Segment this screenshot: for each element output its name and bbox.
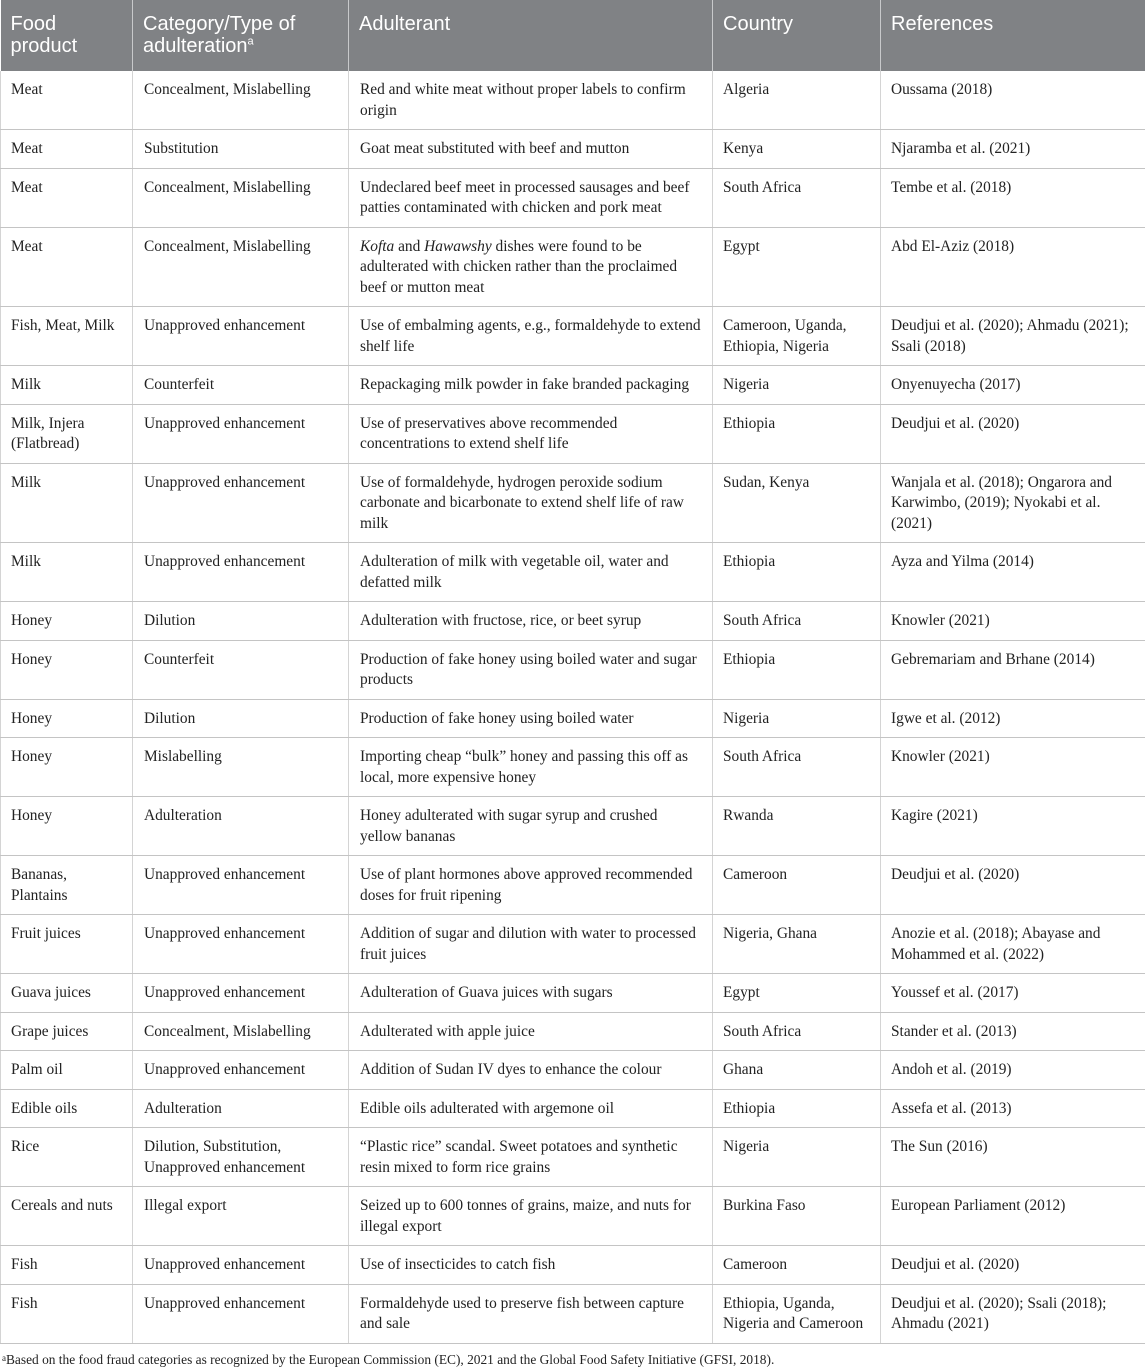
table-row [1,856,1145,915]
cell-adulterant: Goat meat substituted with beef and mutton [349,130,713,169]
cell-references: Igwe et al. (2012) [881,699,1145,738]
cell-food-product: Honey [1,738,133,797]
cell-adulterant: Honey adulterated with sugar syrup and crushed yellow bananas [349,797,713,856]
cell-category: Dilution [133,699,349,738]
cell-food-product: Meat [1,227,133,307]
table-row [1,366,1145,405]
cell-category: Adulteration [133,1089,349,1128]
cell-food-product: Fruit juices [1,915,133,974]
cell-adulterant: Production of fake honey using boiled water [349,699,713,738]
cell-adulterant: “Plastic rice” scandal. Sweet potatoes and synthetic resin mixed to form rice grains [349,1128,713,1187]
cell-country: Ethiopia, Uganda, Nigeria and Cameroon [713,1284,881,1343]
cell-references: Ayza and Yilma (2014) [881,543,1145,602]
cell-food-product: Grape juices [1,1012,133,1051]
cell-category: Unapproved enhancement [133,974,349,1013]
cell-food-product: Meat [1,168,133,227]
cell-references: Assefa et al. (2013) [881,1089,1145,1128]
footnote-text: Based on the food fraud categories as recognized by the European Commission (EC), 2021 and the Global Food Safety Initiative (GFSI, 2018). [6,1352,775,1367]
cell-category: Unapproved enhancement [133,543,349,602]
cell-category: Unapproved enhancement [133,856,349,915]
header-row [1,0,1145,71]
cell-food-product: Fish [1,1246,133,1285]
cell-country: South Africa [713,602,881,641]
cell-country: Ethiopia [713,1089,881,1128]
cell-country: Algeria [713,71,881,130]
table-row [1,1012,1145,1051]
cell-adulterant: Adulteration of Guava juices with sugars [349,974,713,1013]
cell-food-product: Milk, Injera (Flatbread) [1,404,133,463]
cell-country: Nigeria [713,699,881,738]
table-footnote [2,1352,774,1368]
cell-references: Knowler (2021) [881,602,1145,641]
cell-references: Gebremariam and Brhane (2014) [881,640,1145,699]
cell-adulterant: Adulteration of milk with vegetable oil, water and defatted milk [349,543,713,602]
cell-category: Concealment, Mislabelling [133,227,349,307]
cell-category: Counterfeit [133,640,349,699]
cell-country: South Africa [713,738,881,797]
cell-references: Njaramba et al. (2021) [881,130,1145,169]
cell-references: The Sun (2016) [881,1128,1145,1187]
cell-country: Cameroon [713,1246,881,1285]
cell-references: Onyenuyecha (2017) [881,366,1145,405]
cell-references: European Parliament (2012) [881,1187,1145,1246]
cell-adulterant: Edible oils adulterated with argemone oil [349,1089,713,1128]
header-category-label: Category/Type of adulteration [143,13,296,57]
cell-country: Ghana [713,1051,881,1090]
table-row [1,71,1145,130]
cell-country: Ethiopia [713,640,881,699]
cell-category: Unapproved enhancement [133,307,349,366]
table-row [1,1051,1145,1090]
cell-food-product: Meat [1,71,133,130]
cell-food-product: Fish [1,1284,133,1343]
cell-references: Wanjala et al. (2018); Ongarora and Karwimbo, (2019); Nyokabi et al. (2021) [881,463,1145,543]
cell-country: Egypt [713,227,881,307]
cell-category: Dilution, Substitution, Unapproved enhancement [133,1128,349,1187]
cell-adulterant: Production of fake honey using boiled water and sugar products [349,640,713,699]
cell-adulterant: Adulteration with fructose, rice, or beet syrup [349,602,713,641]
table-body [1,71,1145,1343]
cell-adulterant: Use of formaldehyde, hydrogen peroxide sodium carbonate and bicarbonate to extend shelf life of raw milk [349,463,713,543]
cell-adulterant: Repackaging milk powder in fake branded packaging [349,366,713,405]
dish-name: Kofta [360,237,395,255]
cell-adulterant: Use of insecticides to catch fish [349,1246,713,1285]
cell-category: Unapproved enhancement [133,463,349,543]
cell-adulterant: Use of embalming agents, e.g., formaldehyde to extend shelf life [349,307,713,366]
cell-country: Burkina Faso [713,1187,881,1246]
table-row [1,543,1145,602]
cell-references: Anozie et al. (2018); Abayase and Mohammed et al. (2022) [881,915,1145,974]
header-food-product: Food product [1,0,133,71]
table-header [1,0,1145,71]
cell-references: Youssef et al. (2017) [881,974,1145,1013]
cell-adulterant: Use of plant hormones above approved recommended doses for fruit ripening [349,856,713,915]
cell-country: Egypt [713,974,881,1013]
cell-adulterant: Use of preservatives above recommended concentrations to extend shelf life [349,404,713,463]
header-category [133,0,349,71]
table-row [1,974,1145,1013]
table-row [1,168,1145,227]
cell-category: Unapproved enhancement [133,1284,349,1343]
cell-references: Stander et al. (2013) [881,1012,1145,1051]
dish-name: Hawawshy [424,237,492,255]
cell-references: Deudjui et al. (2020) [881,1246,1145,1285]
cell-references: Deudjui et al. (2020); Ahmadu (2021); Ssali (2018) [881,307,1145,366]
cell-references: Abd El-Aziz (2018) [881,227,1145,307]
cell-food-product: Edible oils [1,1089,133,1128]
cell-food-product: Meat [1,130,133,169]
cell-references: Kagire (2021) [881,797,1145,856]
cell-country: Ethiopia [713,404,881,463]
table-row [1,463,1145,543]
cell-country: South Africa [713,1012,881,1051]
cell-country: Ethiopia [713,543,881,602]
cell-adulterant: Red and white meat without proper labels to confirm origin [349,71,713,130]
cell-category: Illegal export [133,1187,349,1246]
cell-country: Cameroon, Uganda, Ethiopia, Nigeria [713,307,881,366]
cell-adulterant: Addition of Sudan IV dyes to enhance the colour [349,1051,713,1090]
table-row [1,602,1145,641]
adulterant-text: dishes were found to be adulterated with chicken rather than the proclaimed beef or mutton meat [360,237,678,296]
cell-food-product: Honey [1,640,133,699]
cell-references: Knowler (2021) [881,738,1145,797]
cell-food-product: Rice [1,1128,133,1187]
cell-food-product: Fish, Meat, Milk [1,307,133,366]
cell-food-product: Honey [1,602,133,641]
table-row [1,227,1145,307]
cell-adulterant: Importing cheap “bulk” honey and passing this off as local, more expensive honey [349,738,713,797]
cell-references: Deudjui et al. (2020); Ssali (2018); Ahmadu (2021) [881,1284,1145,1343]
cell-country: Nigeria [713,366,881,405]
header-adulterant: Adulterant [349,0,713,71]
table-row [1,797,1145,856]
table-row [1,1284,1145,1343]
cell-food-product: Milk [1,463,133,543]
footnote-marker: a [2,1353,6,1363]
cell-food-product: Honey [1,699,133,738]
cell-food-product: Palm oil [1,1051,133,1090]
cell-country: South Africa [713,168,881,227]
cell-adulterant: Formaldehyde used to preserve fish between capture and sale [349,1284,713,1343]
header-country: Country [713,0,881,71]
cell-country: Nigeria, Ghana [713,915,881,974]
cell-references: Andoh et al. (2019) [881,1051,1145,1090]
cell-country: Sudan, Kenya [713,463,881,543]
cell-adulterant: Undeclared beef meet in processed sausages and beef patties contaminated with chicken and pork meat [349,168,713,227]
table-row [1,1187,1145,1246]
cell-country: Kenya [713,130,881,169]
cell-category: Dilution [133,602,349,641]
cell-category: Concealment, Mislabelling [133,168,349,227]
table-row [1,404,1145,463]
footnote-marker: a [247,35,254,48]
cell-references: Oussama (2018) [881,71,1145,130]
cell-category: Concealment, Mislabelling [133,1012,349,1051]
cell-category: Mislabelling [133,738,349,797]
cell-country: Nigeria [713,1128,881,1187]
cell-references: Deudjui et al. (2020) [881,856,1145,915]
cell-adulterant: Seized up to 600 tonnes of grains, maize, and nuts for illegal export [349,1187,713,1246]
cell-food-product: Cereals and nuts [1,1187,133,1246]
header-references: References [881,0,1145,71]
cell-food-product: Bananas, Plantains [1,856,133,915]
cell-category: Substitution [133,130,349,169]
cell-references: Tembe et al. (2018) [881,168,1145,227]
cell-category: Unapproved enhancement [133,915,349,974]
table-row [1,307,1145,366]
cell-food-product: Honey [1,797,133,856]
table-row [1,130,1145,169]
cell-references: Deudjui et al. (2020) [881,404,1145,463]
cell-category: Unapproved enhancement [133,1051,349,1090]
table-row [1,1128,1145,1187]
cell-country: Rwanda [713,797,881,856]
table-row [1,1089,1145,1128]
cell-category: Adulteration [133,797,349,856]
cell-food-product: Milk [1,543,133,602]
table-row [1,738,1145,797]
cell-category: Concealment, Mislabelling [133,71,349,130]
cell-category: Counterfeit [133,366,349,405]
cell-food-product: Milk [1,366,133,405]
cell-adulterant: Addition of sugar and dilution with water to processed fruit juices [349,915,713,974]
cell-country: Cameroon [713,856,881,915]
table-row [1,699,1145,738]
table-row [1,915,1145,974]
cell-food-product: Guava juices [1,974,133,1013]
cell-adulterant: Adulterated with apple juice [349,1012,713,1051]
cell-category: Unapproved enhancement [133,404,349,463]
cell-category: Unapproved enhancement [133,1246,349,1285]
table-row [1,1246,1145,1285]
table-row [1,640,1145,699]
cell-adulterant [349,227,713,307]
adulterant-text: and [394,237,425,255]
